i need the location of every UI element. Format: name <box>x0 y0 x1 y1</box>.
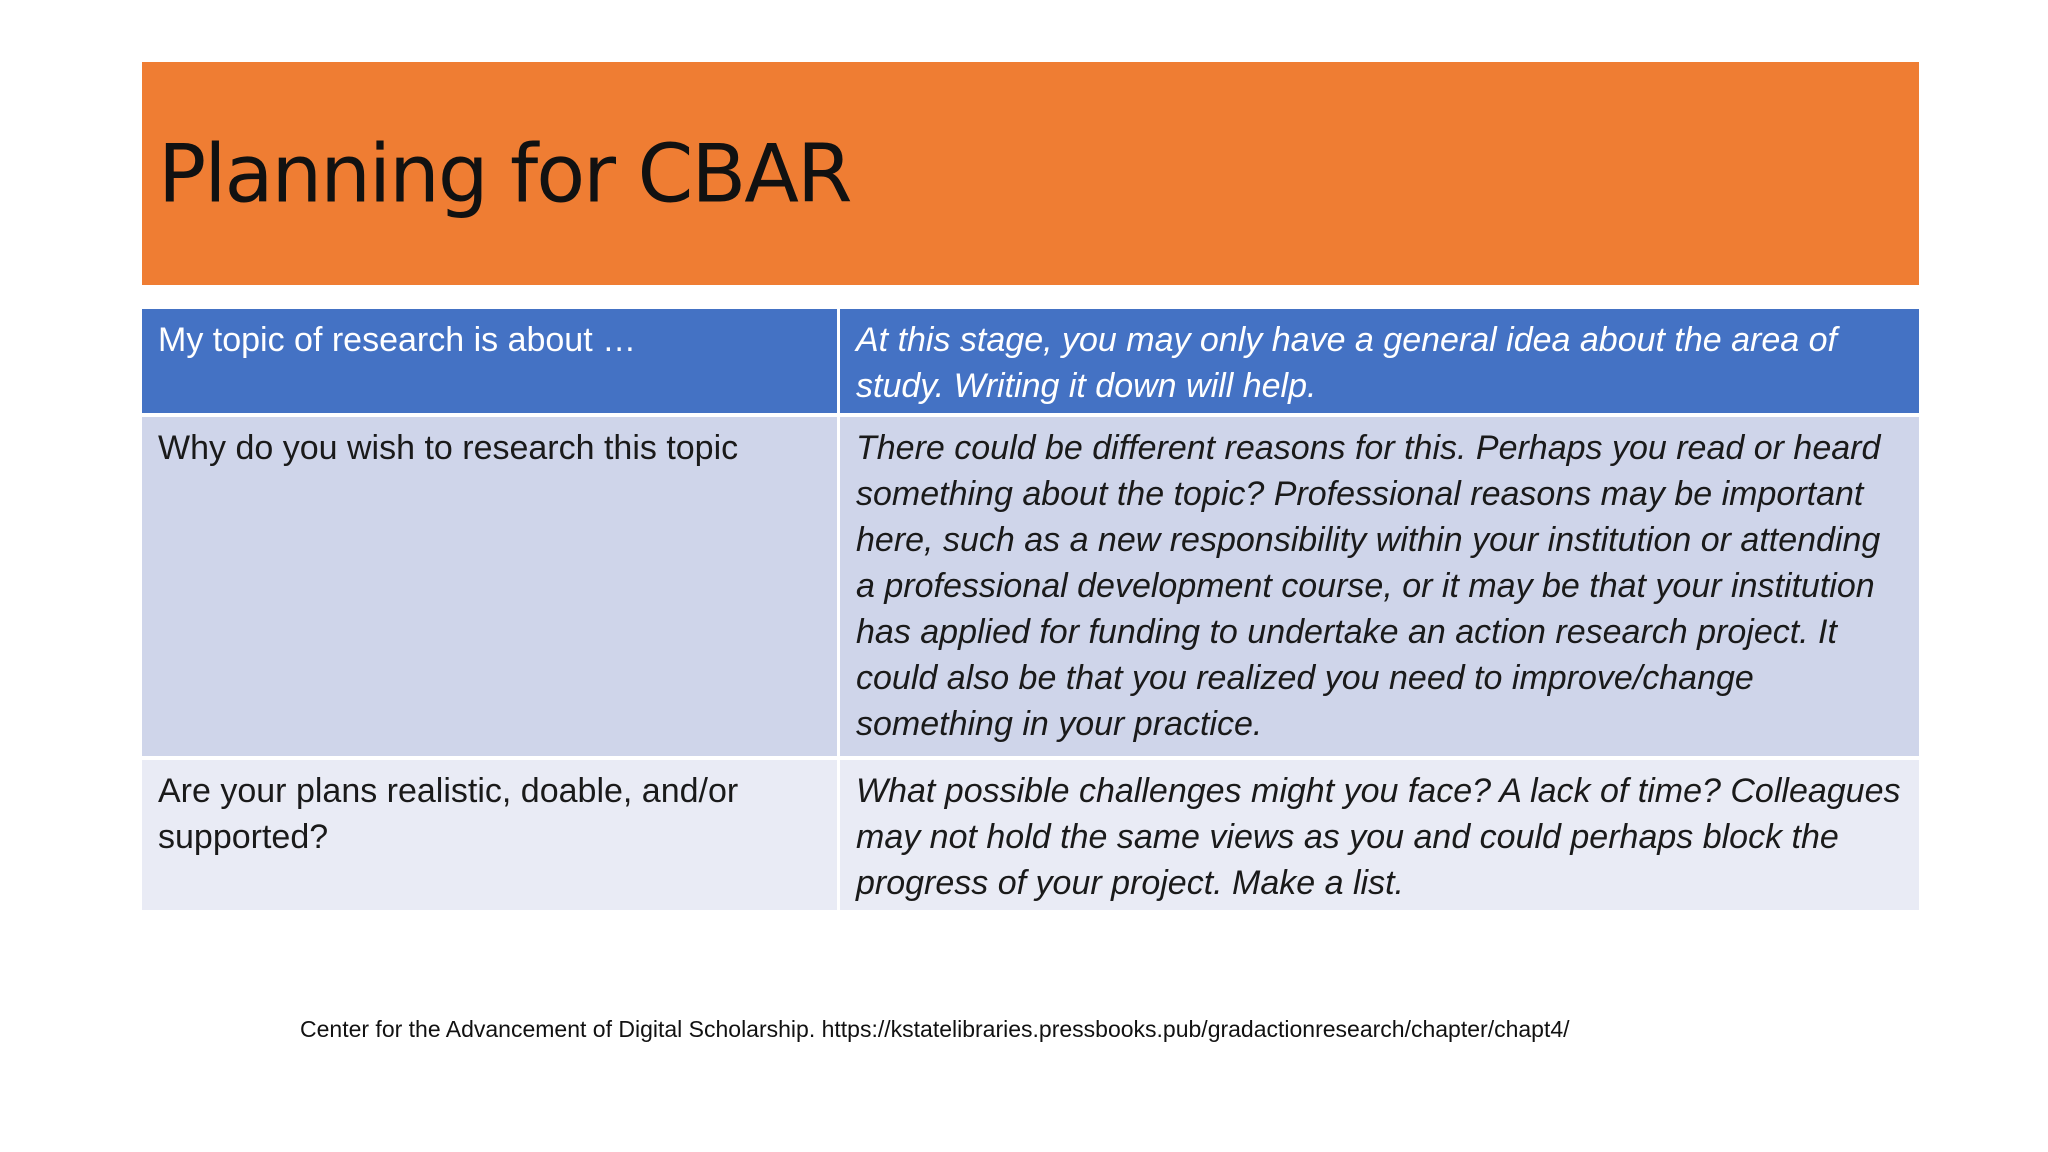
table-row <box>142 417 1919 760</box>
table-row-header <box>142 309 1919 417</box>
table-cell-topic-guidance: At this stage, you may only have a general idea about the area of study. Writing it down will help. <box>856 321 1837 405</box>
title-banner <box>142 62 1919 285</box>
table-cell-why-guidance: There could be different reasons for this. Perhaps you read or heard something about the topic? Professional reasons may be important here, such as a new responsibility within your institution or attending a professional development course, or it may be that your institution has applied for funding to undertake an action research project. It could also be that you realized you need to improve/change something in your practice. <box>856 429 1881 743</box>
table-cell-realistic-guidance: What possible challenges might you face? A lack of time? Colleagues may not hold the same views as you and could perhaps block the progress of your project. Make a list. <box>856 772 1901 902</box>
table-cell-why-label: Why do you wish to research this topic <box>142 417 840 756</box>
table-cell-topic-label: My topic of research is about … <box>142 309 840 413</box>
table-cell-realistic-label: Are your plans realistic, doable, and/or supported? <box>142 760 840 910</box>
slide-title: Planning for CBAR <box>158 127 851 220</box>
table-row <box>142 760 1919 910</box>
citation-text: Center for the Advancement of Digital Scholarship. https://kstatelibraries.pressbooks.pub/gradactionresearch/chapter/chapt4/ <box>300 1016 1570 1042</box>
planning-table <box>142 309 1919 910</box>
